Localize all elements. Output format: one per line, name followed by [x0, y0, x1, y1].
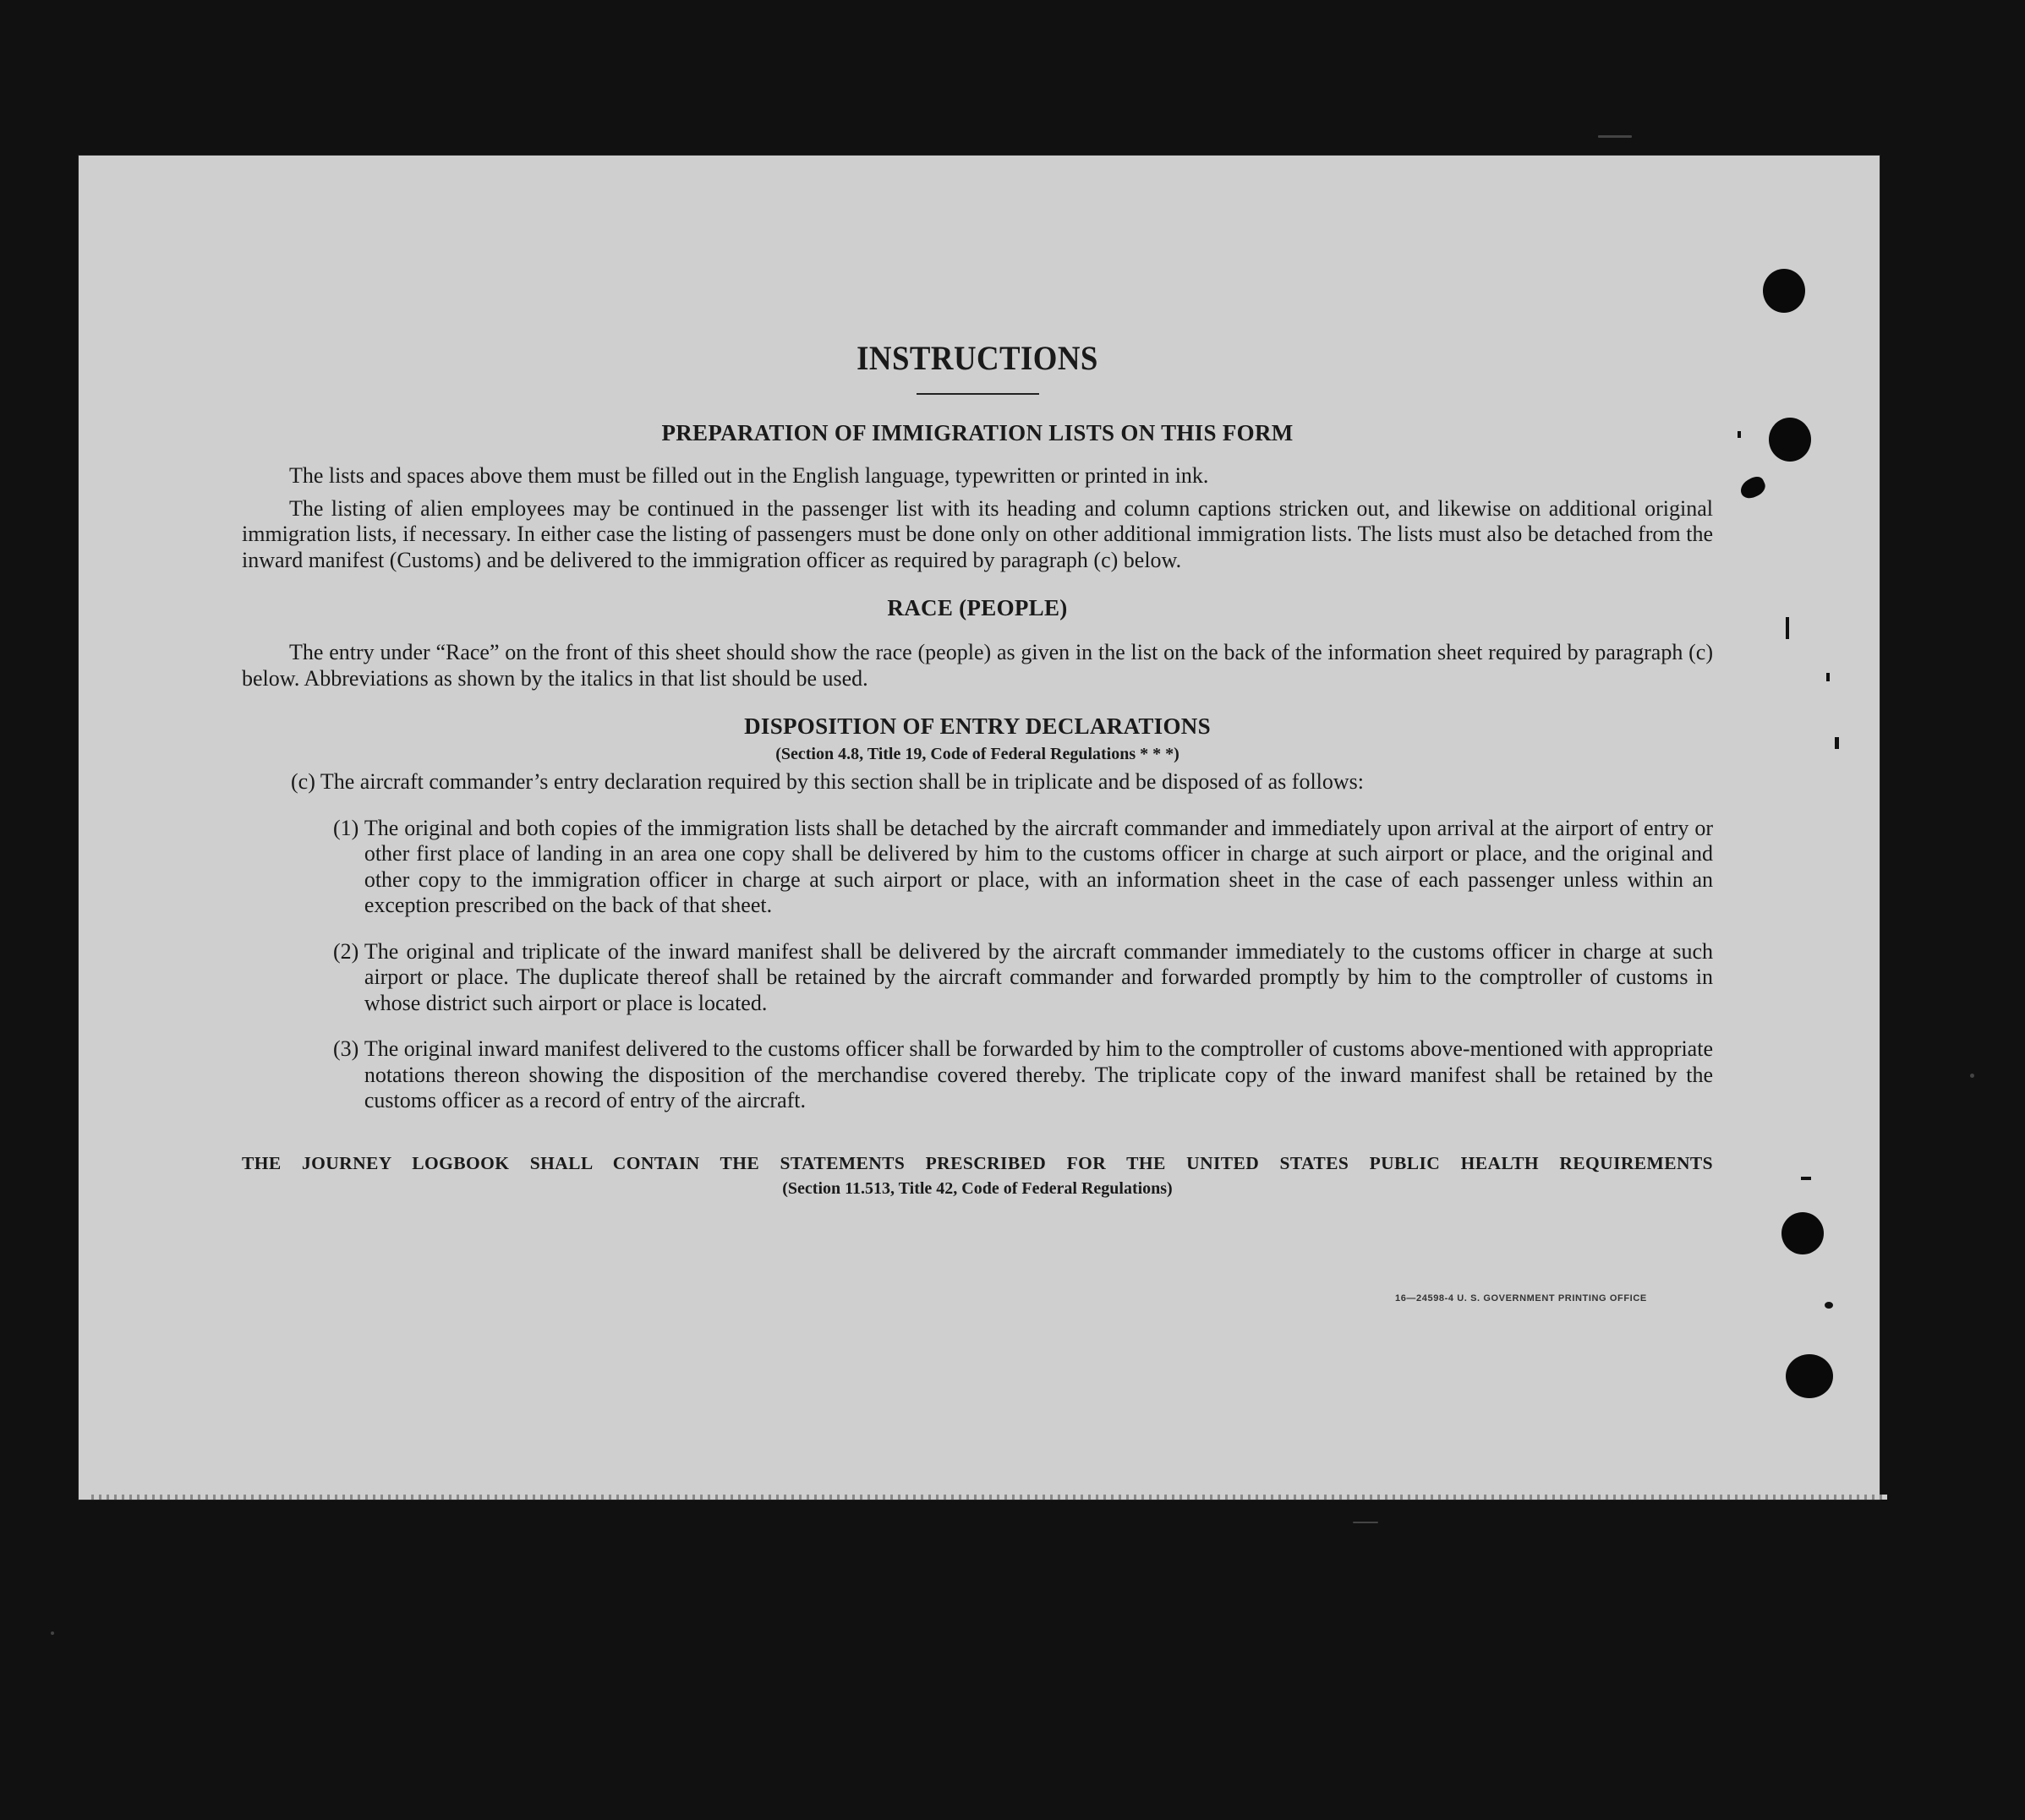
- ink-mark: [1826, 673, 1830, 681]
- perforated-edge: [86, 1495, 1887, 1500]
- list-item-number: (2): [333, 938, 364, 964]
- punch-hole: [1786, 1354, 1833, 1398]
- punch-hole: [1763, 269, 1805, 313]
- list-item: [333, 939, 1713, 1017]
- footer-heading-public-health: THE JOURNEY LOGBOOK SHALL CONTAIN THE STATEMENTS PRESCRIBED FOR THE UNITED STATES PUBLIC HEALTH REQUIREMENTS: [242, 1152, 1713, 1173]
- ink-mark: [1835, 737, 1839, 749]
- list-item: [333, 1036, 1713, 1114]
- printing-office-code: 16—24598-4 U. S. GOVERNMENT PRINTING OFFICE: [1395, 1293, 1647, 1304]
- ink-mark: [1738, 431, 1741, 438]
- list-item-text: The original inward manifest delivered to the customs officer shall be forwarded by him to the comptroller of customs above-mentioned with appropriate notations thereon showing the disposition of the merchandise covered thereby. The triplicate copy of the inward manifest shall be retained by the customs officer as a record of entry of the aircraft.: [364, 1036, 1713, 1112]
- section-heading-race: RACE (PEOPLE): [887, 595, 1068, 620]
- paragraph-language-requirement: The lists and spaces above them must be filled out in the English language, typewritten or printed in ink.: [289, 463, 1209, 488]
- paragraph-alien-employees: The listing of alien employees may be continued in the passenger list with its heading and column captions stricken out, and likewise on additional original immigration lists, if necessary. In either case the listing of passengers must be done only on other additional immigration lists. The lists must also be detached from the inward manifest (Customs) and be delivered to the immigration officer as required by paragraph (c) below.: [242, 495, 1713, 572]
- scan-speck: [1598, 135, 1632, 138]
- scan-speck: [1970, 1074, 1974, 1078]
- ink-mark: [1801, 1177, 1811, 1180]
- punch-hole: [1769, 418, 1811, 462]
- page-title: INSTRUCTIONS: [857, 339, 1098, 377]
- list-item-number: (1): [333, 815, 364, 840]
- paragraph-race-entry: The entry under “Race” on the front of this sheet should show the race (people) as given in the list on the back of the information sheet required by paragraph (c) below. Abbreviations as shown by the italics in that list should be used.: [242, 640, 1713, 691]
- paragraph-c-intro: (c) The aircraft commander’s entry declaration required by this section shall be in triplicate and be disposed of as follows:: [291, 769, 1365, 794]
- footer-citation-title-42: (Section 11.513, Title 42, Code of Federal Regulations): [782, 1178, 1173, 1198]
- ink-mark: [1825, 1302, 1833, 1309]
- scan-speck: [1353, 1522, 1378, 1523]
- list-item-number: (3): [333, 1036, 364, 1061]
- punch-hole: [1781, 1212, 1824, 1254]
- list-item-text: The original and triplicate of the inward manifest shall be delivered by the aircraft commander immediately to the customs officer in charge at such airport or place. The duplicate thereof shall be retained by the aircraft commander and forwarded promptly by him to the comptroller of customs in whose district such airport or place is located.: [364, 938, 1713, 1015]
- section-citation-title-19: (Section 4.8, Title 19, Code of Federal Regulations * * *): [775, 745, 1179, 763]
- section-heading-disposition: DISPOSITION OF ENTRY DECLARATIONS: [744, 713, 1211, 739]
- ink-mark: [1786, 617, 1789, 639]
- section-heading-preparation: PREPARATION OF IMMIGRATION LISTS ON THIS FORM: [661, 420, 1294, 445]
- list-item-text: The original and both copies of the immigration lists shall be detached by the aircraft commander and immediately upon arrival at the airport of entry or other first place of landing in an area one copy shall be delivered by him to the customs officer in charge at such airport or place, and the original and other copy to the immigration officer in charge at such airport or place, with an information sheet in the case of each passenger unless within an exception prescribed on the back of that sheet.: [364, 815, 1713, 917]
- scan-speck: [51, 1631, 54, 1635]
- list-item: [333, 816, 1713, 919]
- title-underline: [917, 393, 1039, 395]
- instructions-body: [242, 338, 1713, 1199]
